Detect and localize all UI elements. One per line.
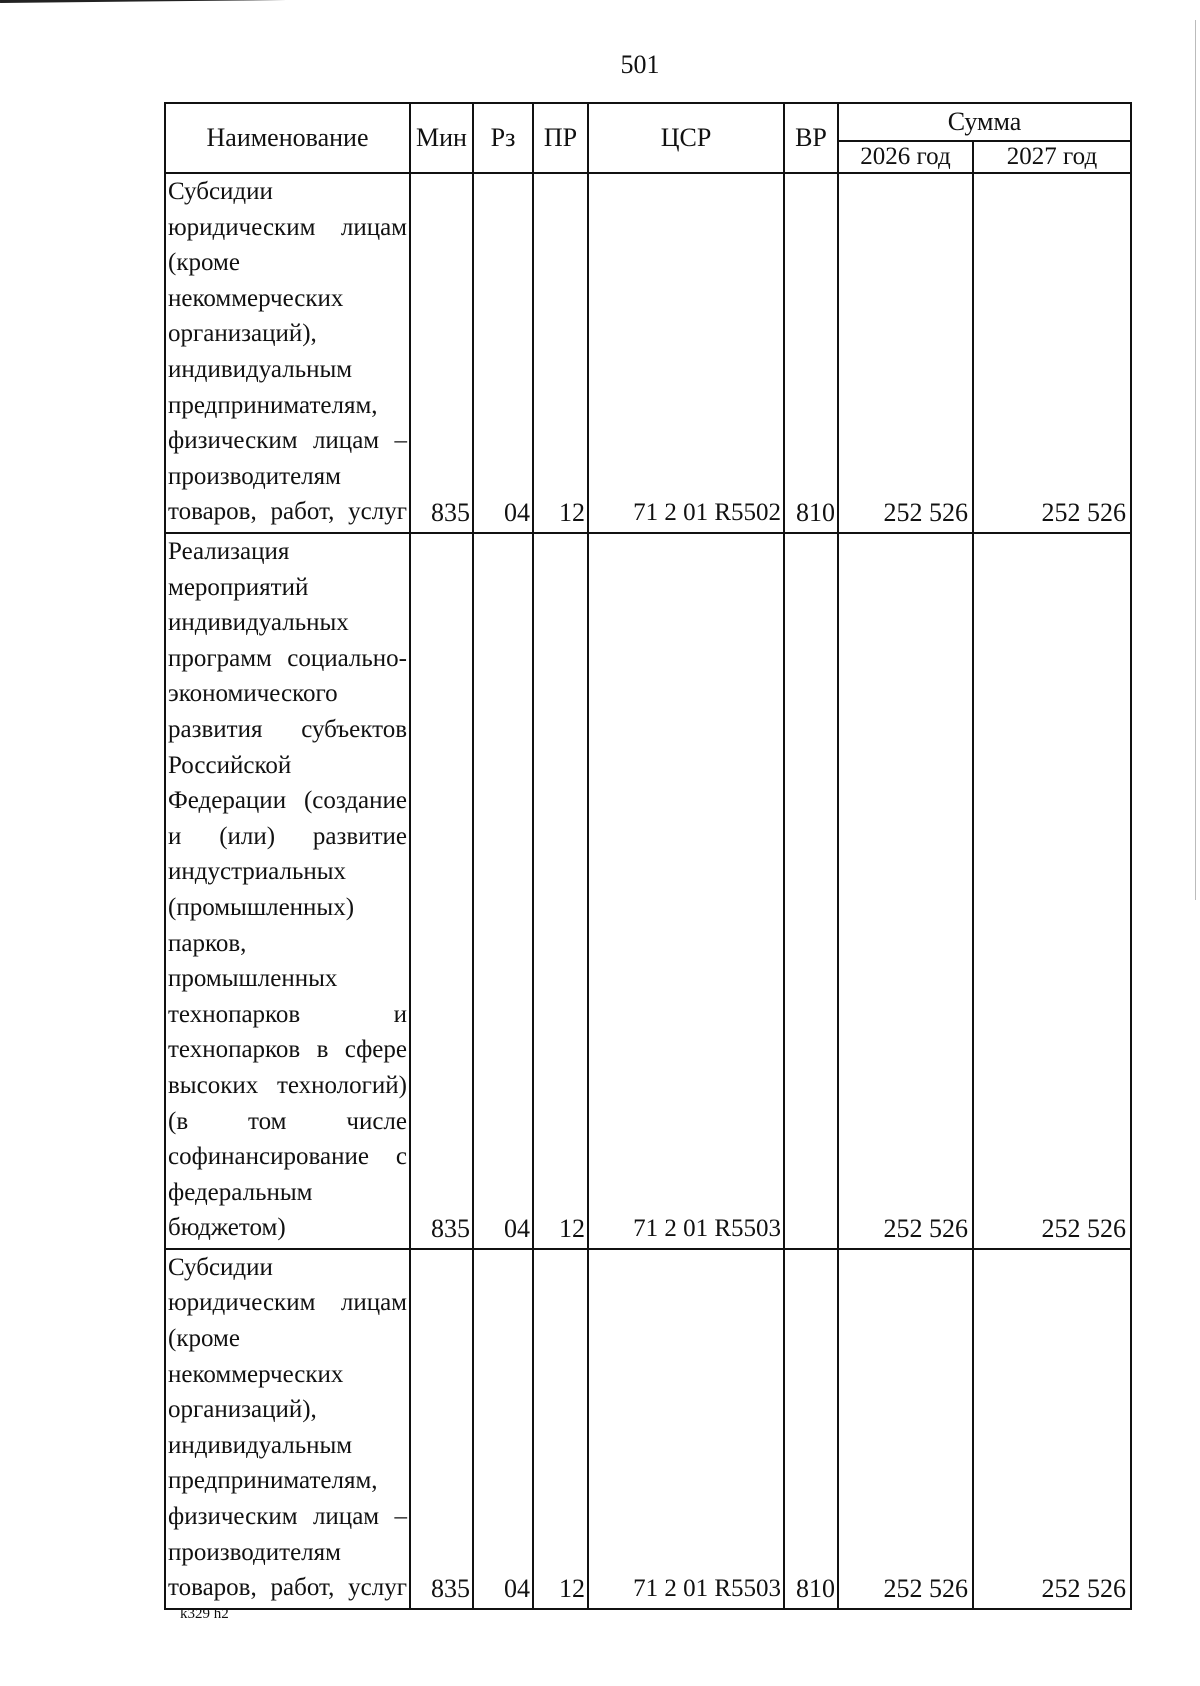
cell-pr: 12 xyxy=(533,173,588,533)
cell-min: 835 xyxy=(410,533,473,1249)
header-vr: ВР xyxy=(784,103,838,173)
cell-name: Субсидии юридическим лицам (кроме некоммерческих организаций), индивидуальным предпринимателям, физическим лицам – производителям товаров, работ, услуг xyxy=(165,1249,410,1609)
cell-pr: 12 xyxy=(533,533,588,1249)
cell-2026: 252 526 xyxy=(838,533,973,1249)
cell-rz: 04 xyxy=(473,1249,533,1609)
cell-2026: 252 526 xyxy=(838,173,973,533)
cell-2027: 252 526 xyxy=(973,533,1131,1249)
footer-code: k329 h2 xyxy=(180,1606,229,1622)
header-pr: ПР xyxy=(533,103,588,173)
cell-pr: 12 xyxy=(533,1249,588,1609)
header-min: Мин xyxy=(410,103,473,173)
header-csr: ЦСР xyxy=(588,103,784,173)
cell-2027: 252 526 xyxy=(973,173,1131,533)
page-number: 501 xyxy=(620,50,660,79)
cell-name: Субсидии юридическим лицам (кроме некоммерческих организаций), индивидуальным предпринимателям, физическим лицам – производителям товаров, работ, услуг xyxy=(165,173,410,533)
table-row xyxy=(165,173,1131,533)
header-year-2027: 2027 год xyxy=(973,141,1131,173)
table-row xyxy=(165,533,1131,1249)
header-sum: Сумма xyxy=(838,103,1131,141)
header-rz: Рз xyxy=(473,103,533,173)
budget-table xyxy=(164,102,1132,1610)
cell-rz: 04 xyxy=(473,173,533,533)
cell-min: 835 xyxy=(410,173,473,533)
cell-name: Реализация мероприятий индивидуальных программ социально-экономического развития субъектов Российской Федерации (создание и (или) развитие индустриальных (промышленных) парков, промышленных технопарков и технопарков в сфере высоких технологий) (в том числе софинансирование с федеральным бюджетом) xyxy=(165,533,410,1249)
cell-2027: 252 526 xyxy=(973,1249,1131,1609)
cell-vr: 810 xyxy=(784,173,838,533)
header-name: Наименование xyxy=(165,103,410,173)
scan-edge-top xyxy=(0,0,350,3)
cell-min: 835 xyxy=(410,1249,473,1609)
header-year-2026: 2026 год xyxy=(838,141,973,173)
cell-csr: 71 2 01 R5503 xyxy=(588,533,784,1249)
scan-edge-right xyxy=(1195,20,1196,900)
cell-csr: 71 2 01 R5503 xyxy=(588,1249,784,1609)
cell-csr: 71 2 01 R5502 xyxy=(588,173,784,533)
cell-vr: 810 xyxy=(784,1249,838,1609)
cell-rz: 04 xyxy=(473,533,533,1249)
cell-vr xyxy=(784,533,838,1249)
cell-2026: 252 526 xyxy=(838,1249,973,1609)
table-row xyxy=(165,1249,1131,1609)
